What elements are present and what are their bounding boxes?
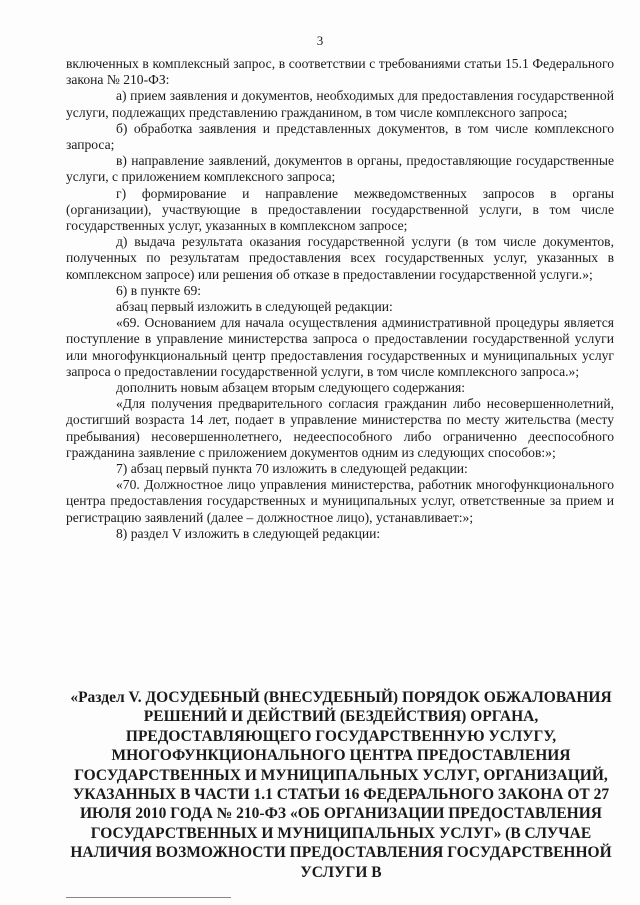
- document-body: [66, 56, 614, 562]
- section-heading: «Раздел V. ДОСУДЕБНЫЙ (ВНЕСУДЕБНЫЙ) ПОРЯДОК ОБЖАЛОВАНИЯ РЕШЕНИЙ И ДЕЙСТВИЙ (БЕЗДЕЙСТВИЯ) ОРГАНА, ПРЕДОСТАВЛЯЮЩЕГО ГОСУДАРСТВЕННУЮ УСЛУГУ, МНОГОФУНКЦИОНАЛЬНОГО ЦЕНТРА ПРЕДОСТАВЛЕНИЯ ГОСУДАРСТВЕННЫХ И МУНИЦИПАЛЬНЫХ УСЛУГ, ОРГАНИЗАЦИЙ, УКАЗАННЫХ В ЧАСТИ 1.1 СТАТЬИ 16 ФЕДЕРАЛЬНОГО ЗАКОНА ОТ 27 ИЮЛЯ 2010 ГОДА № 210-ФЗ «ОБ ОРГАНИЗАЦИИ ПРЕДОСТАВЛЕНИЯ ГОСУДАРСТВЕННЫХ И МУНИЦИПАЛЬНЫХ УСЛУГ» (В СЛУЧАЕ НАЛИЧИЯ ВОЗМОЖНОСТИ ПРЕДОСТАВЛЕНИЯ ГОСУДАРСТВЕННОЙ УСЛУГИ В: [70, 689, 612, 881]
- paragraph-amendment-6: 6) в пункте 69:: [116, 282, 202, 298]
- paragraph-clause-69: «69. Основанием для начала осуществления административной процедуры является поступление в управление министерства запроса о предоставлении государственной услуги или многофункциональный центр предоставления государственных и муниципальных услуг запроса о предоставлении государственной услуги, в том числе комплексного запроса.»;: [66, 315, 614, 379]
- footnote-divider: [66, 897, 231, 898]
- paragraph-clause-69-second: «Для получения предварительного согласия гражданин либо несовершеннолетний, достигший возраста 14 лет, подает в управление министерства по месту жительства (месту пребывания) несовершеннолетнего, недееспособного либо ограниченно дееспособного гражданина заявление с приложением документов одним из следующих способов:»;: [66, 396, 614, 460]
- paragraph-item-b: б) обработка заявления и представленных документов, в том числе комплексного запроса;: [66, 120, 614, 153]
- paragraph-amendment-6-intro: абзац первый изложить в следующей редакции:: [116, 299, 393, 315]
- paragraph-continuation: включенных в комплексный запрос, в соответствии с требованиями статьи 15.1 Федерального закона № 210-ФЗ:: [66, 56, 614, 88]
- paragraph-item-g: г) формирование и направление межведомственных запросов в органы (организации), участвующие в предоставлении государственной услуги, в том числе государственных услуг, указанных в комплексном запросе;: [66, 185, 614, 234]
- paragraph-item-a: а) прием заявления и документов, необходимых для предоставления государственной услуги, подлежащих представлению гражданином, в том числе комплексного запроса;: [66, 88, 614, 120]
- paragraph-amendment-6-addition: дополнить новым абзацем вторым следующего содержания:: [116, 380, 465, 396]
- paragraph-amendment-7: 7) абзац первый пункта 70 изложить в следующей редакции:: [116, 461, 468, 477]
- page-number: 3: [316, 33, 324, 48]
- paragraph-item-d: д) выдача результата оказания государственной услуги (в том числе документов, полученных по результатам предоставления всех государственных услуг, указанных в комплексном запросе) или решения об отказе в предоставлении государственной услуги.»;: [66, 234, 614, 282]
- paragraph-clause-70: «70. Должностное лицо управления министерства, работник многофункционального центра предоставления государственных и муниципальных услуг, ответственные за прием и регистрацию заявлений (далее – должностное лицо), устанавливает:»;: [66, 477, 614, 525]
- paragraph-amendment-8: 8) раздел V изложить в следующей редакции:: [116, 525, 381, 541]
- paragraph-item-v: в) направление заявлений, документов в органы, предоставляющие государственные услуги, с приложением комплексного запроса;: [66, 153, 614, 185]
